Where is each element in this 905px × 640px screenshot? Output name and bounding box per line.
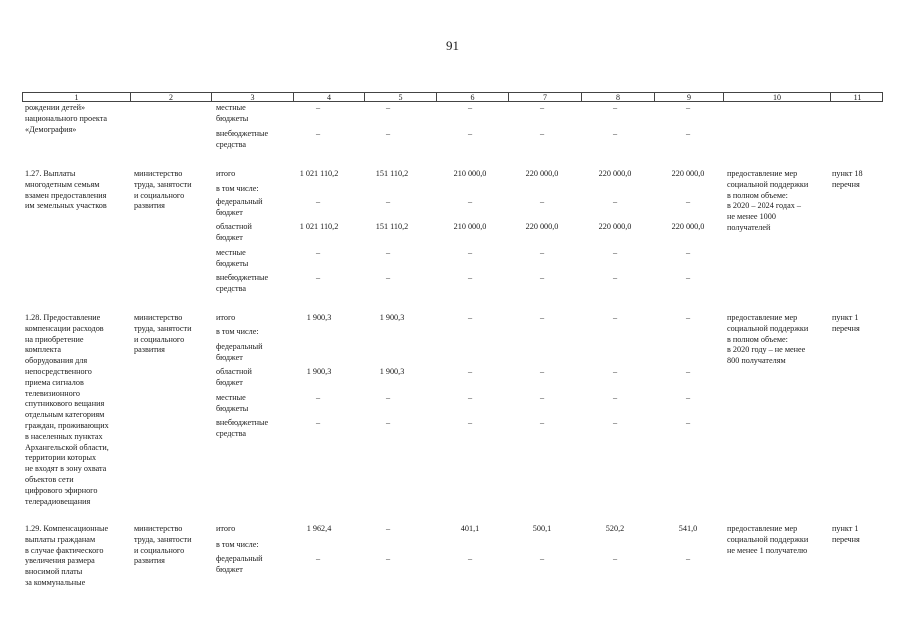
executor-1-29: министерство труда, занятости и социального развития: [134, 524, 192, 566]
value-dash: –: [539, 197, 545, 206]
source-regional-label: областной бюджет: [216, 367, 252, 387]
source-federal-label: федеральный бюджет: [216, 554, 263, 574]
column-header-5: 5: [365, 93, 437, 102]
value-dash: –: [315, 197, 321, 206]
value-total-2025: 541,0: [678, 524, 698, 533]
source-total-label: итого: [216, 169, 236, 178]
column-header-11: 11: [853, 93, 862, 102]
executor-1-28: министерство труда, занятости и социального развития: [134, 313, 192, 355]
column-header-8: 8: [582, 93, 655, 102]
measure-name-1-27: 1.27. Выплаты многодетным семьям взамен предоставления им земельных участков: [25, 169, 107, 211]
value-dash: –: [685, 248, 691, 257]
value-dash: –: [612, 273, 618, 282]
value-dash: –: [467, 313, 473, 322]
source-including-label: в том числе:: [216, 184, 259, 193]
value-regional-2020: 1 021 110,2: [299, 222, 339, 231]
value-regional-2024: 220 000,0: [598, 222, 632, 231]
value-total-2025: 220 000,0: [671, 169, 705, 178]
value-dash: –: [612, 554, 618, 563]
value-dash: –: [685, 197, 691, 206]
link-1-29: пункт 1 перечня: [832, 524, 860, 544]
value-dash: –: [385, 103, 391, 112]
value-dash: –: [385, 197, 391, 206]
value-dash: –: [539, 129, 545, 138]
value-dash: –: [539, 418, 545, 427]
value-dash: –: [612, 103, 618, 112]
value-dash: –: [467, 273, 473, 282]
source-local-label: местные бюджеты: [216, 393, 249, 413]
value-dash: –: [612, 313, 618, 322]
value-regional-2020: 1 900,3: [306, 367, 332, 376]
link-1-27: пункт 18 перечня: [832, 169, 863, 189]
column-header-9: 9: [655, 93, 724, 102]
value-dash: –: [315, 554, 321, 563]
value-dash: –: [685, 129, 691, 138]
source-extrabudget-label: внебюджетные средства: [216, 273, 269, 293]
source-local-label: местные бюджеты: [216, 103, 249, 123]
page-number: 91: [446, 38, 459, 53]
value-total-2020: 1 962,4: [306, 524, 332, 533]
value-regional-2021: 151 110,2: [375, 222, 409, 231]
value-total-2022: 401,1: [460, 524, 480, 533]
value-dash: –: [539, 103, 545, 112]
result-1-27: предоставление мер социальной поддержки в полном объеме: в 2020 – 2024 годах – не менее 1000 получателей: [727, 169, 809, 232]
column-header-3: 3: [212, 93, 294, 102]
column-header-2: 2: [131, 93, 212, 102]
value-dash: –: [315, 418, 321, 427]
value-regional-2025: 220 000,0: [671, 222, 705, 231]
value-dash: –: [315, 393, 321, 402]
value-total-2020: 1 900,3: [306, 313, 332, 322]
value-dash: –: [315, 248, 321, 257]
measure-name-continued: рождении детей» национального проекта «Демография»: [25, 103, 108, 134]
source-extrabudget-label: внебюджетные средства: [216, 129, 269, 149]
value-total-2024: 220 000,0: [598, 169, 632, 178]
value-dash: –: [315, 273, 321, 282]
link-1-28: пункт 1 перечня: [832, 313, 860, 333]
value-dash: –: [539, 554, 545, 563]
value-dash: –: [612, 248, 618, 257]
value-dash: –: [315, 129, 321, 138]
source-federal-label: федеральный бюджет: [216, 197, 263, 217]
result-1-28: предоставление мер социальной поддержки в полном объеме: в 2020 году – не менее 800 получателям: [727, 313, 809, 366]
source-local-label: местные бюджеты: [216, 248, 249, 268]
value-total-2021: 151 110,2: [375, 169, 409, 178]
column-header-4: 4: [294, 93, 365, 102]
value-dash: –: [315, 103, 321, 112]
source-regional-label: областной бюджет: [216, 222, 252, 242]
value-total-2024: 520,2: [605, 524, 625, 533]
value-dash: –: [539, 367, 545, 376]
result-1-29: предоставление мер социальной поддержки не менее 1 получателю: [727, 524, 809, 555]
column-header-6: 6: [437, 93, 509, 102]
value-dash: –: [467, 418, 473, 427]
value-dash: –: [612, 197, 618, 206]
value-dash: –: [467, 248, 473, 257]
value-dash: –: [539, 248, 545, 257]
value-dash: –: [685, 103, 691, 112]
value-total-2022: 210 000,0: [453, 169, 487, 178]
measure-name-1-28: 1.28. Предоставление компенсации расходов на приобретение комплекта оборудования для непосредственного приема сигналов телевизионного спутникового вещания отдельным категориям граждан, проживающих в населенных пунктах Архангельской области, территории которых не входят в зону охвата объектов сети цифрового эфирного телерадиовещания: [25, 313, 109, 506]
value-dash: –: [612, 129, 618, 138]
value-dash: –: [539, 393, 545, 402]
measure-name-1-29: 1.29. Компенсационные выплаты гражданам в случае фактического увеличения размера вносимой платы за коммунальные: [25, 524, 109, 587]
value-dash: –: [612, 393, 618, 402]
column-header-1: 1: [23, 93, 131, 102]
value-dash: –: [467, 367, 473, 376]
source-extrabudget-label: внебюджетные средства: [216, 418, 269, 438]
value-total-2023: 220 000,0: [525, 169, 559, 178]
value-dash: –: [385, 393, 391, 402]
value-dash: –: [539, 273, 545, 282]
value-dash: –: [385, 418, 391, 427]
value-dash: –: [539, 313, 545, 322]
value-dash: –: [467, 554, 473, 563]
value-dash: –: [685, 313, 691, 322]
column-header-10: 10: [724, 93, 831, 102]
value-dash: –: [467, 393, 473, 402]
value-dash: –: [612, 418, 618, 427]
value-dash: –: [685, 554, 691, 563]
value-dash: –: [612, 367, 618, 376]
value-dash: –: [685, 393, 691, 402]
value-total-2023: 500,1: [532, 524, 552, 533]
value-dash: –: [467, 103, 473, 112]
value-regional-2021: 1 900,3: [379, 367, 405, 376]
value-total-2021: –: [385, 524, 391, 533]
value-total-2020: 1 021 110,2: [299, 169, 339, 178]
value-dash: –: [685, 418, 691, 427]
source-total-label: итого: [216, 524, 236, 533]
value-dash: –: [467, 129, 473, 138]
value-dash: –: [385, 273, 391, 282]
value-dash: –: [685, 273, 691, 282]
value-total-2021: 1 900,3: [379, 313, 405, 322]
source-federal-label: федеральный бюджет: [216, 342, 263, 362]
value-dash: –: [385, 129, 391, 138]
source-including-label: в том числе:: [216, 327, 259, 336]
value-dash: –: [467, 197, 473, 206]
value-dash: –: [385, 554, 391, 563]
value-dash: –: [685, 367, 691, 376]
source-including-label: в том числе:: [216, 540, 259, 549]
source-total-label: итого: [216, 313, 236, 322]
value-regional-2022: 210 000,0: [453, 222, 487, 231]
value-regional-2023: 220 000,0: [525, 222, 559, 231]
executor-1-27: министерство труда, занятости и социального развития: [134, 169, 192, 211]
value-dash: –: [385, 248, 391, 257]
column-header-7: 7: [509, 93, 582, 102]
